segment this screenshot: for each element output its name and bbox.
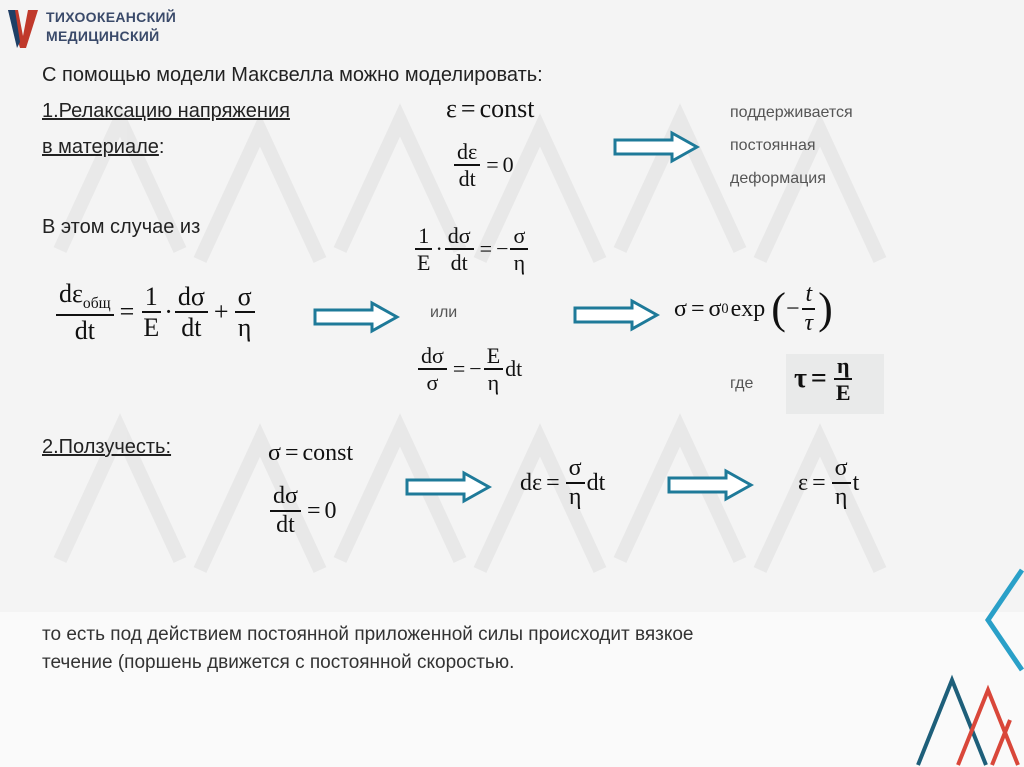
formula-maxwell: $\frac{d\varepsilon_{общ}}{dt}$ = $\frac{1}{E}$ · $\frac{d\sigma}{dt}$ + $\frac{\sigma}{\eta}$	[54, 280, 257, 344]
formula-sigma-const: σ = const	[268, 440, 354, 466]
conclusion-line-2: течение (поршень движется с постоянной скоростью.	[42, 652, 515, 673]
item2-title: 2.Ползучесть:	[42, 436, 172, 458]
formula-relax-separated: $\frac{d\sigma}{\sigma}$ = − $\frac{E}{\eta}$ dt	[416, 344, 522, 394]
note-line-2: постоянная	[730, 137, 816, 154]
formula-creep-solution: ε = $\frac{\sigma}{\eta}$ t	[798, 455, 860, 511]
intro-text: С помощью модели Максвелла можно моделировать:	[42, 64, 543, 86]
arrow-1-icon	[612, 130, 700, 164]
logo-line-2: МЕДИЦИНСКИЙ	[46, 28, 160, 44]
logo-line-1: ТИХООКЕАНСКИЙ	[46, 9, 177, 25]
formula-tau: τ = $\frac{\eta}{E}$	[794, 353, 851, 406]
formula-creep-diff: dε = $\frac{\sigma}{\eta}$ dt	[520, 455, 606, 511]
conclusion-line-1: то есть под действием постоянной приложенной силы происходит вязкое	[42, 624, 694, 645]
case-text: В этом случае из	[42, 216, 201, 238]
formula-dsigma-dt-zero: $\frac{d\sigma}{dt}$ = 0	[268, 484, 336, 538]
formula-eps-const: ε = const	[446, 94, 535, 123]
or-text: или	[430, 304, 458, 321]
formula-deps-dt-zero: $\frac{d\varepsilon}{dt}$ = 0	[452, 140, 514, 190]
formula-relax-solution: σ = σ 0 exp ( − $\frac{t}{\tau}$ )	[674, 281, 833, 337]
formula-relax-diff: $\frac{1}{E}$ · $\frac{d\sigma}{dt}$ = − $\frac{\sigma}{\eta}$	[412, 224, 530, 274]
arrow-2-icon	[312, 300, 400, 334]
arrow-3-icon	[572, 298, 660, 332]
logo-mark-icon	[6, 6, 40, 50]
note-line-1: поддерживается	[730, 104, 853, 121]
arrow-4-icon	[404, 470, 492, 504]
item1-colon: :	[158, 136, 165, 158]
where-text: где	[730, 375, 754, 392]
item1-subtitle-text: в материале	[42, 136, 159, 158]
corner-decoration	[900, 560, 1024, 767]
arrow-5-icon	[666, 468, 754, 502]
note-line-3: деформация	[730, 170, 826, 187]
logo	[6, 6, 177, 52]
item1-subtitle	[42, 136, 164, 159]
item1-title: 1.Релаксацию напряжения	[42, 100, 290, 122]
